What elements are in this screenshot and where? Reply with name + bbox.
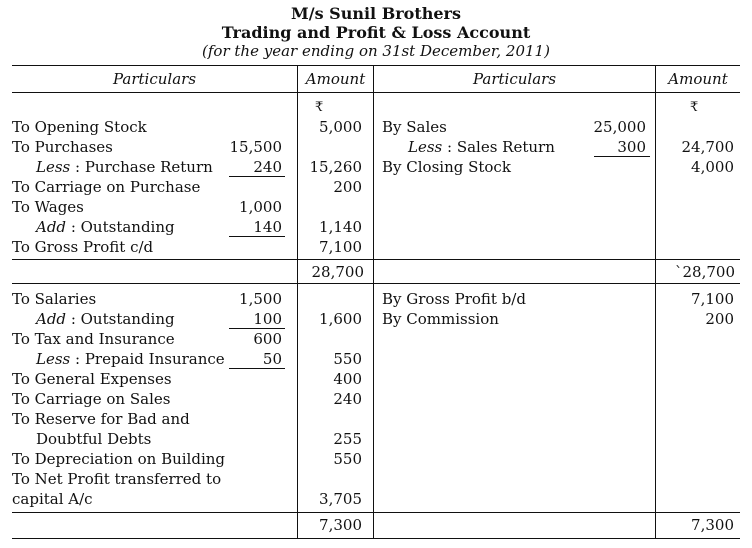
gross-profit-cd-label: To Gross Profit c/d: [12, 238, 154, 256]
net-purchases-amount: 15,260: [309, 158, 362, 176]
sales-return-underline: [594, 156, 650, 157]
center-divider: [373, 65, 374, 539]
gross-profit-bd-label: By Gross Profit b/d: [382, 290, 526, 308]
trading-total-top-rule: [12, 259, 740, 260]
sales-inner: 25,000: [593, 118, 646, 136]
sales-return-inner: 300: [617, 138, 646, 156]
purchase-return-underline: [229, 176, 285, 177]
sales-return-label: [408, 137, 555, 157]
pl-total-rule: [12, 512, 740, 513]
salaries-outstanding-text: : Outstanding: [66, 310, 175, 328]
wages-total-amount: 1,140: [319, 218, 362, 236]
gross-profit-bd-amount: 7,100: [691, 290, 734, 308]
right-currency-symbol: ₹: [690, 100, 699, 115]
table-bottom-rule: [12, 538, 740, 539]
left-amount-header: Amount: [305, 70, 366, 88]
salaries-outstanding-prefix: Add: [36, 310, 67, 328]
right-particulars-header: Particulars: [472, 70, 557, 88]
left-particulars-header: Particulars: [112, 70, 197, 88]
reserve-bad-debts-label-line2: Doubtful Debts: [36, 430, 152, 448]
salaries-total-amount: 1,600: [319, 310, 362, 328]
purchases-label: To Purchases: [12, 138, 113, 156]
net-profit-label-line2: capital A/c: [12, 490, 93, 508]
closing-stock-label: By Closing Stock: [382, 158, 511, 176]
depreciation-label: To Depreciation on Building: [12, 450, 226, 468]
salaries-inner: 1,500: [239, 290, 282, 308]
opening-stock-amount: 5,000: [319, 118, 362, 136]
depreciation-amount: 550: [333, 450, 362, 468]
wages-inner: 1,000: [239, 198, 282, 216]
prepaid-insurance-prefix: Less: [36, 350, 71, 368]
trading-total-bottom-rule: [12, 283, 740, 284]
pl-total-credit: 7,300: [691, 516, 734, 534]
trading-total-debit: 28,700: [311, 263, 364, 281]
tax-insurance-total-amount: 550: [333, 350, 362, 368]
wages-outstanding-text: : Outstanding: [66, 218, 175, 236]
reserve-bad-debts-label-line1: To Reserve for Bad and: [12, 410, 190, 428]
opening-stock-label: To Opening Stock: [12, 118, 147, 136]
wages-outstanding-prefix: Add: [36, 218, 67, 236]
net-profit-label-line1: To Net Profit transferred to: [12, 470, 222, 488]
purchase-return-inner: 240: [253, 158, 282, 176]
commission-label: By Commission: [382, 310, 499, 328]
wages-outstanding-inner: 140: [253, 218, 282, 236]
carriage-sales-amount: 240: [333, 390, 362, 408]
carriage-sales-label: To Carriage on Sales: [12, 390, 171, 408]
tax-insurance-label: To Tax and Insurance: [12, 330, 175, 348]
header-bottom-rule: [12, 92, 740, 93]
purchases-inner: 15,500: [229, 138, 282, 156]
general-expenses-amount: 400: [333, 370, 362, 388]
wages-outstanding-underline: [229, 236, 285, 237]
trading-total-credit: `28,700: [675, 263, 735, 281]
prepaid-insurance-underline: [229, 368, 285, 369]
reserve-bad-debts-amount: 255: [333, 430, 362, 448]
pl-total-debit: 7,300: [319, 516, 362, 534]
right-amount-header: Amount: [668, 70, 728, 88]
sales-return-text: : Sales Return: [442, 138, 555, 156]
closing-stock-amount: 4,000: [691, 158, 734, 176]
general-expenses-label: To General Expenses: [12, 370, 172, 388]
prepaid-insurance-text: : Prepaid Insurance: [70, 350, 225, 368]
carriage-purchase-amount: 200: [333, 178, 362, 196]
purchase-return-prefix: Less: [36, 158, 71, 176]
tax-insurance-inner: 600: [253, 330, 282, 348]
salaries-label: To Salaries: [12, 290, 97, 308]
net-profit-amount: 3,705: [319, 490, 362, 508]
salaries-outstanding-inner: 100: [253, 310, 282, 328]
firm-name: M/s Sunil Brothers: [291, 4, 461, 23]
salaries-outstanding-label: [36, 309, 175, 329]
left-currency-symbol: ₹: [315, 100, 324, 115]
sales-label: By Sales: [382, 118, 447, 136]
wages-outstanding-label: [36, 217, 175, 237]
sales-return-prefix: Less: [408, 138, 443, 156]
wages-label: To Wages: [12, 198, 84, 216]
commission-amount: 200: [705, 310, 734, 328]
carriage-purchase-label: To Carriage on Purchase: [12, 178, 201, 196]
purchase-return-label: [36, 157, 213, 177]
gross-profit-cd-amount: 7,100: [319, 238, 362, 256]
account-title: Trading and Profit & Loss Account: [221, 23, 531, 42]
table-top-rule: [12, 65, 740, 66]
purchase-return-text: : Purchase Return: [70, 158, 213, 176]
prepaid-insurance-label: [36, 349, 225, 369]
net-sales-amount: 24,700: [681, 138, 734, 156]
prepaid-insurance-inner: 50: [262, 350, 282, 368]
account-period: (for the year ending on 31st December, 2011): [202, 42, 550, 60]
